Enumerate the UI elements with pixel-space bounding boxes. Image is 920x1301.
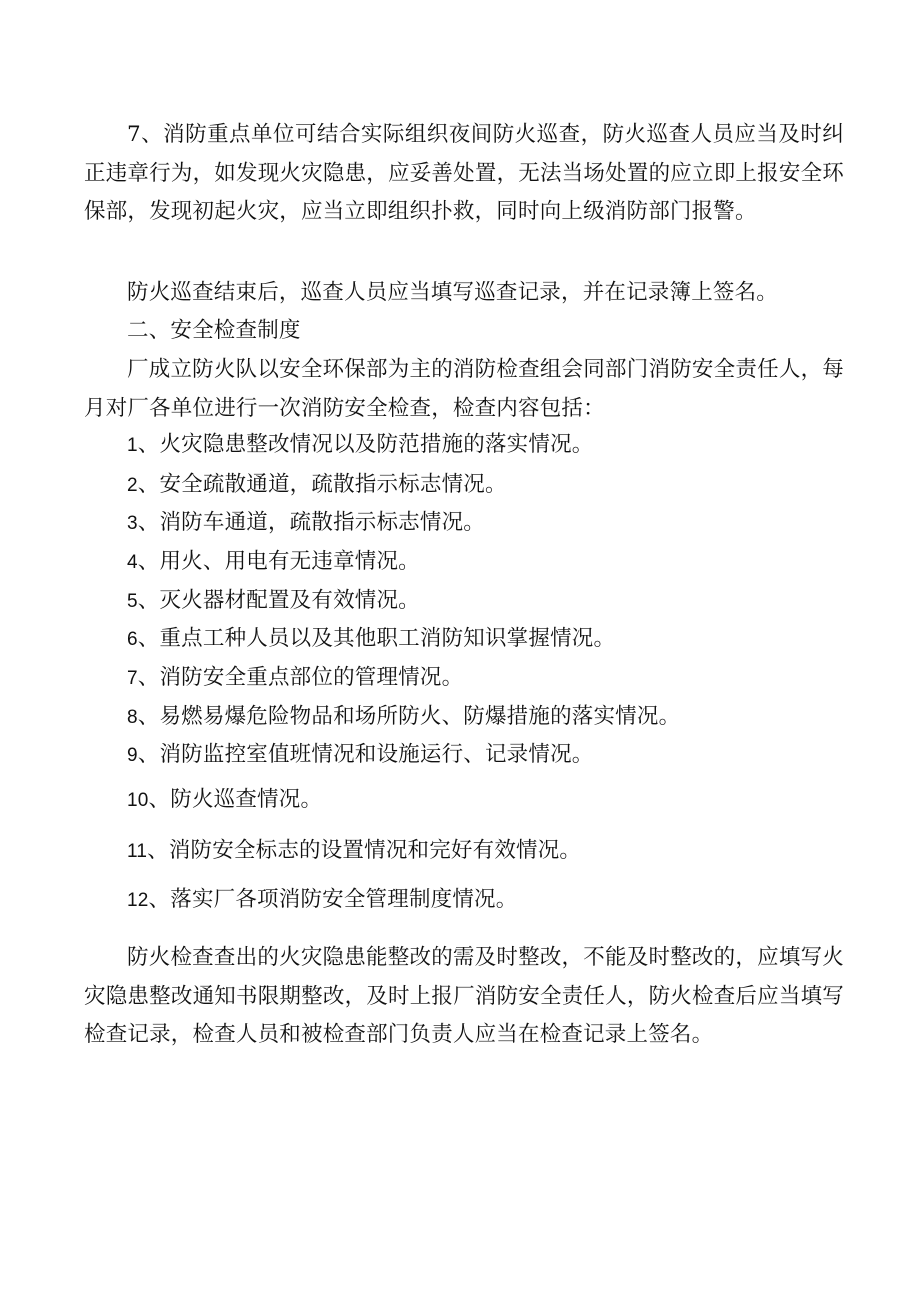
checklist-item: 4、用火、用电有无违章情况。 xyxy=(127,549,420,574)
checklist-item: 1、火灾隐患整改情况以及防范措施的落实情况。 xyxy=(127,432,594,457)
checklist-item: 8、易燃易爆危险物品和场所防火、防爆措施的落实情况。 xyxy=(127,704,681,729)
paragraph-closing: 防火检查查出的火灾隐患能整改的需及时整改，不能及时整改的，应填写火灾隐患整改通知书限期整改，及时上报厂消防安全责任人，防火检查后应当填写检查记录，检查人员和被检查部门负责人应当在检查记录上签名。 xyxy=(84,945,844,1047)
checklist-item: 6、重点工种人员以及其他职工消防知识掌握情况。 xyxy=(127,626,616,651)
checklist-item: 11、消防安全标志的设置情况和完好有效情况。 xyxy=(127,838,582,863)
checklist-item: 7、消防安全重点部位的管理情况。 xyxy=(127,665,464,690)
checklist-item: 9、消防监控室值班情况和设施运行、记录情况。 xyxy=(127,742,594,767)
checklist-item: 5、灭火器材配置及有效情况。 xyxy=(127,588,420,613)
paragraph-patrol-record: 防火巡查结束后，巡查人员应当填写巡查记录，并在记录簿上签名。 xyxy=(127,280,779,305)
checklist-item: 2、安全疏散通道，疏散指示标志情况。 xyxy=(127,472,507,497)
checklist-item: 3、消防车通道，疏散指示标志情况。 xyxy=(127,510,485,535)
paragraph-night-patrol: 7、消防重点单位可结合实际组织夜间防火巡查，防火巡查人员应当及时纠正违章行为，如发现火灾隐患，应妥善处置，无法当场处置的应立即上报安全环保部，发现初起火灾，应当立即组织扑救，同时向上级消防部门报警。 xyxy=(84,122,844,224)
checklist-item: 10、防火巡查情况。 xyxy=(127,787,323,812)
section-heading: 二、安全检查制度 xyxy=(127,318,301,343)
paragraph-inspection-intro: 厂成立防火队以安全环保部为主的消防检查组会同部门消防安全责任人，每月对厂各单位进行一次消防安全检查，检查内容包括： xyxy=(84,357,844,421)
checklist-item: 12、落实厂各项消防安全管理制度情况。 xyxy=(127,887,518,912)
